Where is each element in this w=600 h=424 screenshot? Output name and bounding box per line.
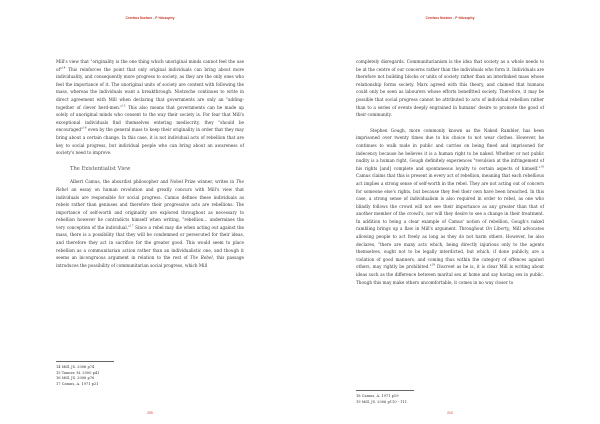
footnote: 15 Tanner, M. 2000 p41	[56, 370, 100, 375]
footnote-ref: 16	[83, 125, 87, 130]
section-heading: The Existentialist View	[70, 165, 131, 172]
footnote: 18 Camus, A. 1971 p19	[356, 394, 399, 398]
body-text	[356, 58, 544, 286]
italic-title: The Rebel	[56, 179, 244, 192]
footnote: 19 Mill, JS. 2006 p110 - 111	[356, 399, 407, 404]
paragraph: Stephen Gough, more commonly known as the Naked Rambler, has been imprisoned over twenty times due to his choice to not wear clothes. However, he continues to walk nude in public and carries on being fined and imprisoned for indecency because he believes it is a human right to be naked. Whether or not public nudity is a human right, Gough definitely experiences "revulsion at the infringement of his rights [and] complete and spontaneous loyalty to certain aspects of himself."$^{18}$ Camus claims that this is present in every act of rebellion, meaning that each rebellious act implies a strong sense of self-worth in the rebel. They are not acting out of concern for someone else's rights, but because they feel their own have been breached. In this case, a strong sense of individualism is also required in order to rebel, as one who blindly follows the crowd will not see their importance as any greater than that of another member of the crowd's, nor will they desire to see a change in their treatment. In addition to being a clear example of Camus' notion of rebellion, Gough's naked rambling brings up a flaw in Mill's argument. Throughout On Liberty, Mill advocates allowing people to act freely as long as they do not harm others. However, he also declares, "there are many acts which, being directly injurious only to the agents themselves, ought not to be legally interdicted, but which, if done publicly, are a violation of good manners, and coming thus within the category of offences against others, may rightly be prohibited."$^{19}$ Discreet as he is, it is clear Mill is writing about ideas such as the difference between marital sex at home and say having sex in public. Though this may make others uncomfortable, it comes in no way closer to	[356, 127, 544, 285]
footnote-ref: 17	[130, 223, 134, 228]
page-number: 209	[147, 411, 153, 415]
footnote: 17 Camus, A. 1971 p21	[56, 381, 99, 386]
page-number: 210	[447, 411, 453, 415]
right-page	[300, 0, 600, 424]
paragraph: Mill's view that "originality is the one thing which unoriginal minds cannot feel the use of"$^{14}$ This reinforces the point that only original individuals can bring about more individuality, and consequently more progress to society, as they are the only ones who feel the importance of it. The unoriginal units of society are content with following the mass, whereas the individuals want a breakthrough. Nietzsche continues to write in direct agreement with Mill when declaring that governments are only an "adding-together of clever herd-men."$^{15}$ This also means that governments can be made up solely of unoriginal minds who consent to the way their society is. For fear that Mill's exceptional individuals find themselves entering mediocrity, they "should be encouraged"$^{16}$ even by the general mass to keep their originality in order that they may bring about a certain change. In this case, it is not individual acts of rebellion that are key to social progress, but individual people who can bring about an awareness of society's need to improve.	[56, 59, 244, 156]
footnote-rule	[356, 390, 414, 391]
paragraph: Albert Camus, the absurdist philosopher and Nobel Prize winner, writes in The Rebel an essay on human revolution and greatly concurs with Mill's view that individuals are responsible for social progress. Camus defines these individuals as rebels rather than geniuses and therefore their progressive acts are rebellions. The importance of self-worth and originality are explored throughout as necessary to rebellion however he contradicts himself when writing, "rebellion... undermines the very conception of the individual."$^{17}$ Since a rebel may die when acting out against the mass, there is a possibility that they will be condemned or persecuted for their ideas, and therefore they act in sacrifice for the greater good. This would seem to place rebellion as a communitarian action rather than an individualistic one, and though it seems an incongruous argument in relation to the rest of The Rebel, this passage introduces the possibility of communitarian social progress, which Mill	[56, 179, 244, 268]
footnote-rule	[56, 361, 114, 362]
running-head: Cerebus Nurture - P hilosophy	[125, 16, 175, 20]
paragraph: completely disregards. Communitarianism is the idea that society as a whole needs to be at the centre of our concerns rather than the individuals who form it. Individuals are therefore not building blocks or units of society rather than an interlinked mass whose relationship forms society. Marx agreed with this theory, and claimed that humans could only be seen as labourers whose efforts benefitted society. Therefore, it may be possible that social progress cannot be attributed to acts of individual rebellion rather than to a series of events deeply engrained in humans' desire to promote the good of their community.	[356, 59, 544, 118]
footnote-ref: 14	[62, 65, 66, 70]
footnote-ref: 19	[431, 263, 436, 268]
italic-title: The Rebel	[190, 255, 213, 261]
body-text	[56, 58, 244, 269]
footnotes	[56, 365, 244, 387]
footnote: 16 Mill, JS. 2006 p76	[56, 376, 95, 381]
footnotes	[356, 394, 544, 405]
footnote-ref: 18	[540, 164, 544, 169]
italic-title: On Liberty	[485, 226, 510, 232]
footnote: 14 Mill, JS. 2006 p74	[56, 365, 95, 369]
footnote-ref: 15	[122, 103, 126, 108]
running-head: Cerebus Nurture - P hilosophy	[425, 16, 475, 20]
